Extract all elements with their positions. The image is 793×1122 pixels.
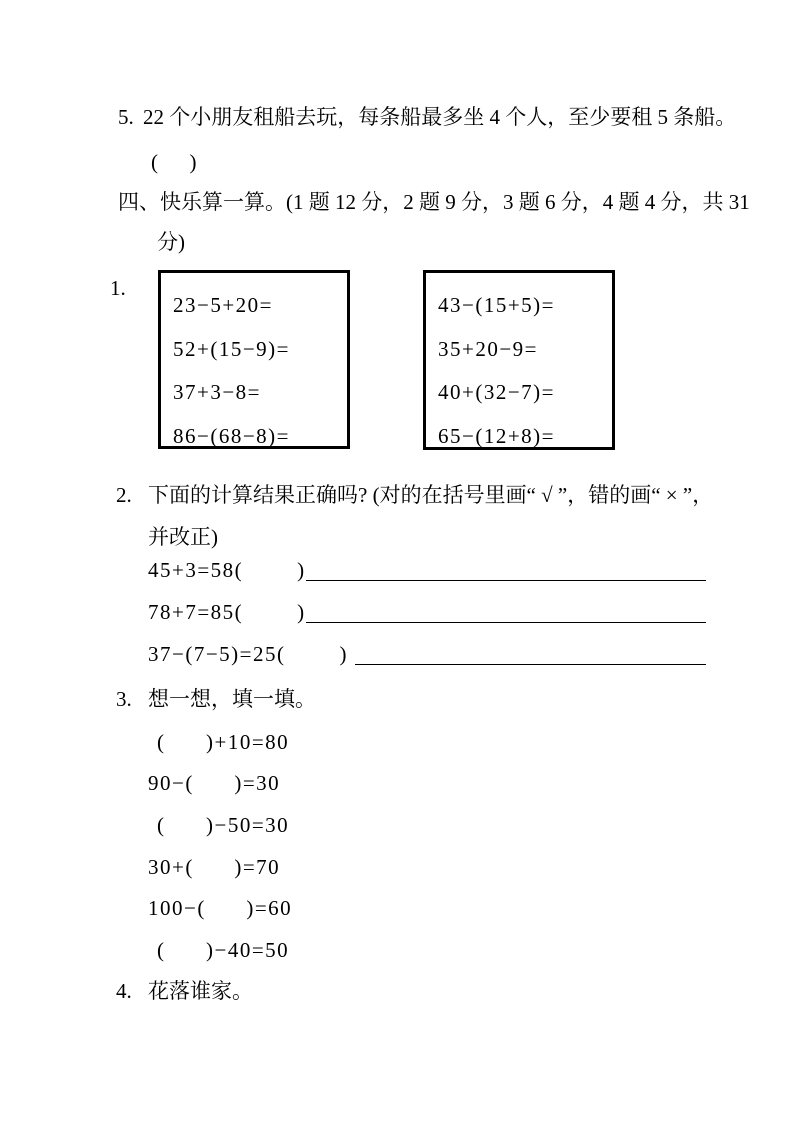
question-3-title-text: 想一想，填一填。 — [148, 687, 316, 711]
calc-expression: 35+20−9= — [438, 336, 539, 361]
question-4-number: 4. — [116, 979, 132, 1003]
question-4-title-text: 花落谁家。 — [148, 979, 253, 1003]
calc-expression: 65−(12+8)= — [438, 423, 556, 448]
question-2-prompt-text: 下面的计算结果正确吗? (对的在括号里画“ √ ”，错的画“ × ”， — [148, 483, 714, 507]
question-2-prompt-continuation: 并改正) — [148, 525, 218, 549]
correction-expression: 37−(7−5)=25( ) — [148, 642, 355, 666]
correction-expression: 78+7=85( ) — [148, 600, 306, 624]
question-3-number: 3. — [116, 687, 132, 711]
section-4-header-line2: 分) — [157, 230, 185, 254]
question-3-title — [116, 686, 316, 713]
calc-expression: 52+(15−9)= — [173, 336, 291, 361]
calc-expression: 23−5+20= — [173, 293, 274, 318]
fill-equation-3: ( )−50=30 — [157, 813, 290, 837]
question-4-title — [116, 978, 253, 1005]
correction-row-2 — [148, 598, 706, 626]
answer-blank-line — [306, 570, 706, 581]
question-1-number: 1. — [110, 276, 126, 300]
fill-equation-5: 100−( )=60 — [148, 896, 293, 920]
question-2-number: 2. — [116, 483, 132, 507]
fill-equation-6: ( )−40=50 — [157, 938, 290, 962]
correction-expression: 45+3=58( ) — [148, 558, 306, 582]
answer-blank-line — [355, 654, 706, 665]
fill-equation-1: ( )+10=80 — [157, 730, 290, 754]
calc-expression: 40+(32−7)= — [438, 380, 556, 405]
question-5-answer-bracket: ( ) — [151, 150, 197, 174]
calc-expression: 86−(68−8)= — [173, 423, 291, 448]
calc-box-right — [423, 270, 615, 450]
correction-row-1 — [148, 556, 706, 584]
section-4-header-line1: 四、快乐算一算。(1 题 12 分，2 题 9 分，3 题 6 分，4 题 4 分，共 31 — [118, 190, 750, 214]
correction-row-3 — [148, 640, 706, 668]
calc-expression: 37+3−8= — [173, 380, 262, 405]
question-2-prompt — [116, 482, 713, 509]
fill-equation-4: 30+( )=70 — [148, 855, 281, 879]
question-5-text: 22 个小朋友租船去玩，每条船最多坐 4 个人，至少要租 5 条船。 — [143, 105, 737, 129]
question-5-number: 5. — [118, 105, 134, 129]
fill-equation-2: 90−( )=30 — [148, 771, 281, 795]
question-5 — [118, 104, 736, 131]
calc-expression: 43−(15+5)= — [438, 293, 556, 318]
calc-box-left — [158, 270, 350, 449]
answer-blank-line — [306, 612, 706, 623]
